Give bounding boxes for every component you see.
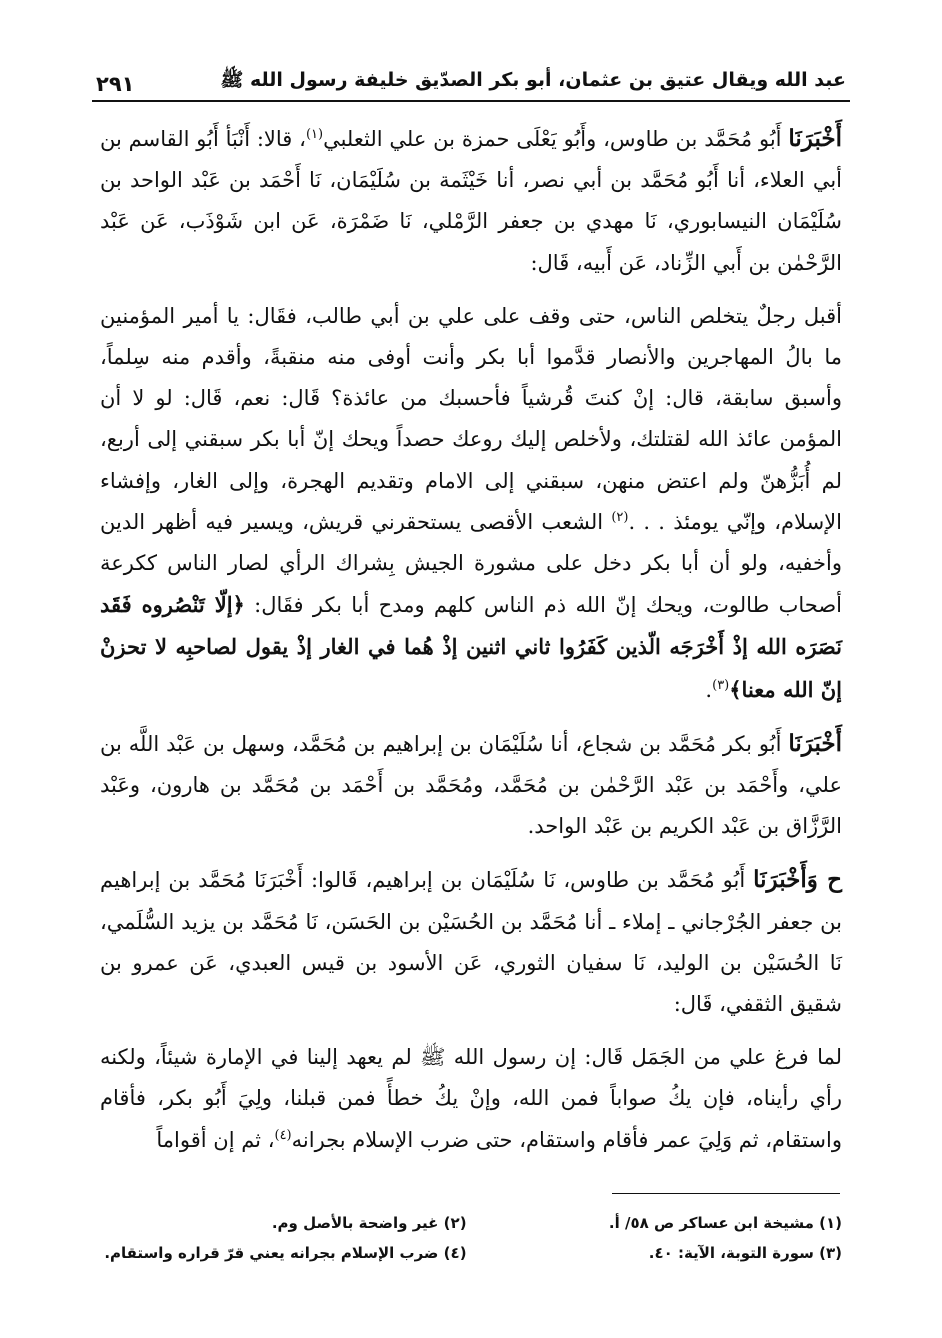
footnote-1 bbox=[495, 1214, 842, 1232]
footnote-text: مشيخة ابن عساكر ص ٥٨/ أ. bbox=[608, 1214, 814, 1232]
paragraph-text: أَبُو مُحَمَّد بن طاوس، نَا سُلَيْمَان بن إبراهيم، قَالوا: أَخْبَرَنَا مُحَمَّد بن إبراهيم بن جعفر الجُرْجاني ـ إملاء ـ أنا مُحَمَّد بن الحُسَيْن بن الحَسَن، نَا مُحَمَّد بن يزيد السُّلَمي، نَا الحُسَيْن بن الوليد، نَا سفيان الثوري، عَن الأسود بن قيس العبدي، عَن عمرو بن شقيق الثقفي، قَال: bbox=[100, 868, 842, 1017]
paragraph-text: أقبل رجلٌ يتخلص الناس، حتى وقف على علي بن أبي طالب، فقَال: يا أمير المؤمنين ما بالُ المهاجرين والأنصار قدَّموا أبا بكر وأنت أوفى منه منقبةً، وأقدم منه سِلماً، وأسبق سابقة، قال: إنْ كنتَ قُرشياً فأحسبك من عائذة؟ قَال: نعم، قَال: لو لا أن المؤمن عائذ الله لقتلتك، ولأخلص إليك روعك حصداً ويحك إنّ أبا بكر سبقني إلى أربع، لم أُبَزُّهنّ ولم اعتض منهن، سبقني إلى الامام وتقديم الهجرة، وإلى الغار، وإفشاء الإسلام، وإنّي يومئذ . . . bbox=[100, 303, 842, 534]
paragraph-end: . bbox=[705, 677, 713, 702]
lead-word: أَخْبَرَنَا bbox=[788, 729, 842, 757]
paragraph-text: أَبُو مُحَمَّد بن طاوس، وأَبُو يَعْلَى حمزة بن علي الثعلبي bbox=[323, 127, 789, 151]
footnote-row bbox=[104, 1238, 842, 1268]
footnote-ref: (٣) bbox=[712, 677, 730, 693]
paragraph-isnad-1 bbox=[100, 118, 842, 284]
paragraph-matn-1 bbox=[100, 296, 842, 711]
quran-verse: ﴿إلّا تَنْصُروه فَقَد نَصَرَه الله إذْ أَخْرَجَه الّذين كَفَرُوا ثاني اثنين إذْ هُما في الغار إذْ يقول لصاحبِه لا تحزنْ إنّ الله معنا﴾ bbox=[100, 592, 842, 702]
paragraph-text: أَبُو بكر مُحَمَّد بن شجاع، أنا سُلَيْمَان بن إبراهيم بن مُحَمَّد، وسهل بن عَبْد اللَّه بن علي، وأَحْمَد بن عَبْد الرَّحْمٰن بن مُحَمَّد، ومُحَمَّد بن أَحْمَد بن مُحَمَّد بن هارون، وعَبْد الرَّزَّاق بن عَبْد الكريم بن عَبْد الواحد. bbox=[100, 731, 842, 839]
footnote-number: (٣) bbox=[819, 1244, 842, 1262]
footnote-text: ضرب الإسلام بجرانه يعني قرّ قراره واستقام. bbox=[104, 1244, 439, 1262]
paragraph-text: ، قالا: أَنْبَأ أَبُو القاسم بن أبي العلاء، أنا أَبُو مُحَمَّد بن أبي نصر، أنا خَيْثَمة بن سُلَيْمَان، نَا أَحْمَد بن عَبْد الواحد بن سُلَيْمَان النيسابوري، نَا مهدي بن جعفر الرَّمْلي، نَا ضَمْرَة، عَن ابن شَوْذَب، عَن عَبْد الرَّحْمٰن بن أَبي الزِّناد، عَن أَبيه، قَال: bbox=[100, 127, 842, 275]
footnote-2 bbox=[120, 1214, 467, 1232]
lead-word: وَأَخْبَرَنَا bbox=[753, 866, 818, 894]
footnote-4 bbox=[104, 1244, 467, 1262]
footnote-number: (٤) bbox=[443, 1244, 467, 1262]
footnote-text: سورة التوبة، الآية: ٤٠. bbox=[648, 1244, 814, 1262]
main-text bbox=[100, 118, 842, 1173]
page-number: ٢٩١ bbox=[96, 72, 135, 96]
footnote-ref: (٤) bbox=[274, 1127, 292, 1143]
running-title: عبد الله ويقال عتيق بن عثمان، أبو بكر الصدّيق خليفة رسول الله ﷺ bbox=[220, 69, 846, 91]
footnote-ref: (١) bbox=[305, 127, 324, 142]
footnote-row bbox=[120, 1208, 842, 1238]
page-header bbox=[96, 60, 846, 96]
footnote-3 bbox=[495, 1244, 842, 1262]
paragraph-text: لما فرغ علي من الجَمَل قَال: إن رسول الله ﷺ لم يعهد إلينا في الإمارة شيئاً، ولكنه رأي رأيناه، فإن يكُ صواباً فمن الله، وإنْ يكُ خطأً فمن قبلنا، ولِيَ أَبُو بكر، فأقام واستقام، ثم وَلِيَ عمر فأقام واستقام، حتى ضرب الإسلام بجرانه bbox=[100, 1045, 842, 1152]
lead-word: أَخْبَرَنَا bbox=[788, 125, 842, 152]
footnote-text: غير واضحة بالأصل وم. bbox=[271, 1214, 439, 1232]
paragraph-text: ، ثم إن أقواماً bbox=[156, 1127, 275, 1152]
header-rule bbox=[92, 100, 850, 102]
footnote-ref: (٢) bbox=[611, 509, 629, 525]
paragraph-matn-2 bbox=[100, 1037, 842, 1161]
paragraph-text: الشعب الأقصى يستحقرني قريش، ويسير فيه أظهر الدين وأخفيه، ولو أن أبا بكر دخل على مشورة الجيش بِشراك الرأي لصار الناس ككرعة أصحاب طالوت، ويحك إنّ الله ذم الناس كلهم ومدح أبا بكر فقَال: bbox=[100, 509, 842, 618]
footnote-number: (٢) bbox=[443, 1214, 467, 1232]
footnotes bbox=[104, 1208, 842, 1268]
footnote-number: (١) bbox=[819, 1214, 842, 1232]
footnote-rule bbox=[612, 1193, 840, 1194]
paragraph-isnad-3 bbox=[100, 859, 842, 1025]
tahwil-mark: ح bbox=[817, 866, 842, 894]
paragraph-isnad-2 bbox=[100, 723, 842, 848]
